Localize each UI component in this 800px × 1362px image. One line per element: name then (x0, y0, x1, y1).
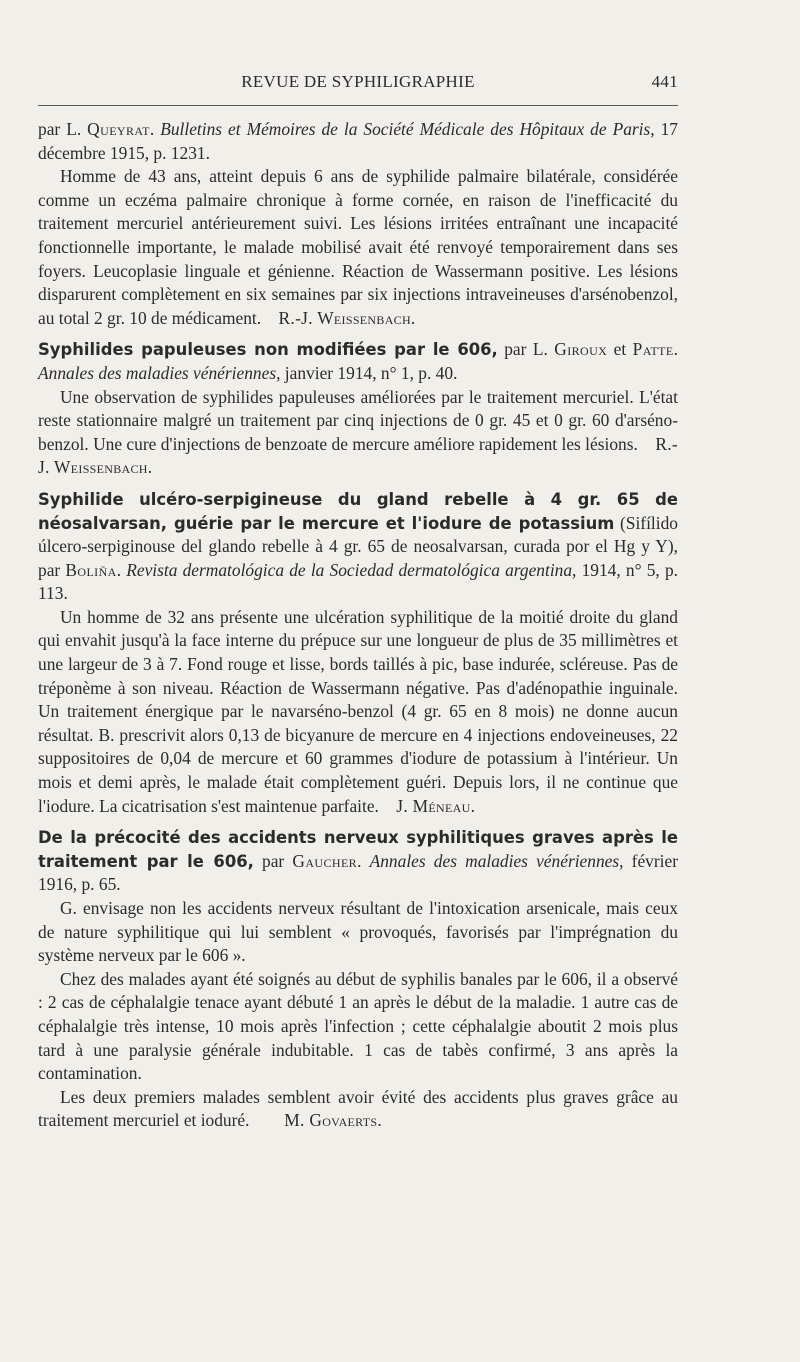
header-rule (38, 105, 678, 106)
article-title: Syphilide ulcéro-serpigineuse du gland rebelle à 4 gr. 65 de néosalvarsan, guérie par le mercure et l'iodure de potassium (38, 489, 678, 533)
entry-citation: Syphilide ulcéro-serpigineuse du gland rebelle à 4 gr. 65 de néosalvarsan, guérie par le mercure et l'iodure de potassium (Sifílido úlcero-serpiginouse del glando rebelle à 4 gr. 65 de neosalvarsan, curada por el Hg y Y), par Boliña. Revista dermatológica de la Sociedad dermatológica argentina, 1914, n° 5, p. 113. (38, 489, 678, 604)
abstract-paragraph: Les deux premiers malades semblent avoir évité des accidents plus graves grâce au traitement mercuriel et ioduré. M. Govaerts. (38, 1086, 678, 1131)
reviewer-signature: J. Méneau. (396, 795, 476, 816)
author-name: Boliña (65, 559, 117, 580)
article-title: De la précocité des accidents nerveux syphilitiques graves après le traitement par le 606, (38, 828, 678, 871)
reviewer-signature: R.-J. Weissenbach. (278, 307, 416, 328)
abstract-paragraph: G. envisage non les accidents nerveux résultant de l'intoxication arsenicale, mais ceux de nature syphilitique qui lui semblent « provoqués, favorisés par l'imprégnation du système nerveux par le 606 ». (38, 898, 678, 966)
abstract-paragraph: Un homme de 32 ans présente une ulcération syphilitique de la moitié droite du gland qui envahit jusqu'à la face interne du prépuce sur une longueur de plus de 35 millimètres et une largeur de 3 à 7. Fond rouge et lisse, bords taillés à pic, base indurée, scléreuse. Pas de tréponème à son niveau. Réaction de Wassermann négative. Pas d'adénopathie inguinale. Un traitement énergique par le navarséno-benzol (4 gr. 65 en 8 mois) ne donne aucun résultat. B. prescrivit alors 0,13 de bicyanure de mercure en 4 injections endoveineuses, 22 suppositoires de 0,04 de mercure et 60 grammes d'iodure de potassium à l'intérieur. Un mois et demi après, le malade était complètement guéri. Depuis lors, il ne continue que l'iodure. La cicatrisation s'est maintenue parfaite. J. Méneau. (38, 606, 678, 816)
entry-citation: par L. Queyrat. Bulletins et Mémoires de la Société Médicale des Hôpitaux de Paris, 17 décembre 1915, p. 1231. (38, 119, 678, 163)
journal-name: Annales des maladies vénériennes, (38, 362, 281, 383)
running-header (38, 72, 678, 96)
page-body (38, 118, 678, 1133)
journal-name: Revista dermatológica de la Sociedad dermatológica argentina, (126, 559, 577, 580)
entry-citation: De la précocité des accidents nerveux syphilitiques graves après le traitement par le 606, par Gaucher. Annales des maladies vénériennes, février 1916, p. 65. (38, 828, 678, 895)
journal-name: Bulletins et Mémoires de la Société Médicale des Hôpitaux de Paris, (160, 119, 655, 139)
author-name: Giroux (554, 339, 608, 360)
author-name: Patte (632, 339, 674, 360)
author-name: Gaucher (292, 850, 358, 871)
abstract-paragraph: Chez des malades ayant été soignés au début de syphilis banales par le 606, il a observé : 2 cas de céphalalgie tenace ayant débuté 1 an après le début de la maladie. 1 autre cas de céphalalgie très intense, 10 mois après l'infection ; cette céphalalgie aboutit 2 mois plus tard à une paralysie générale indubitable. 1 cas de tabès confirmé, 3 ans après la contamination. (38, 968, 678, 1084)
journal-title: REVUE DE SYPHILIGRAPHIE (241, 72, 475, 91)
author-name: Queyrat (87, 119, 150, 139)
abstract-paragraph: Une observation de syphilides papuleuses améliorées par le traitement mercuriel. L'état reste stationnaire malgré un traitement par cinq injections de 0 gr. 45 et 0 gr. 60 d'arséno-benzol. Une cure d'injections de benzoate de mercure améliore rapidement les lésions. R.-J. Weissenbach. (38, 386, 679, 478)
reviewer-signature: R.-J. Weissenbach. (38, 433, 679, 478)
article-title: Syphilides papuleuses non modifiées par le 606, (38, 340, 498, 360)
page-number: 441 (651, 72, 678, 91)
entry-citation: Syphilides papuleuses non modifiées par le 606, par L. Giroux et Patte. Annales des maladies vénériennes, janvier 1914, n° 1, p. 40. (38, 339, 678, 383)
abstract-paragraph: Homme de 43 ans, atteint depuis 6 ans de syphilide palmaire bilatérale, considérée comme un eczéma palmaire chronique à forme cornée, en raison de l'inefficacité du traitement mercuriel antérieurement suivi. Les lésions irritées entraînant une incapacité fonctionnelle importante, le malade mobilisé avait été renvoyé temporairement dans ses foyers. Leucoplasie linguale et génienne. Réaction de Wassermann positive. Les lésions disparurent complètement en six semaines par six injections intraveineuses d'arsénobenzol, au total 2 gr. 10 de médicament. R.-J. Weissenbach. (38, 166, 678, 328)
journal-name: Annales des maladies vénériennes, (369, 850, 624, 871)
reviewer-signature: M. Govaerts. (284, 1110, 383, 1131)
